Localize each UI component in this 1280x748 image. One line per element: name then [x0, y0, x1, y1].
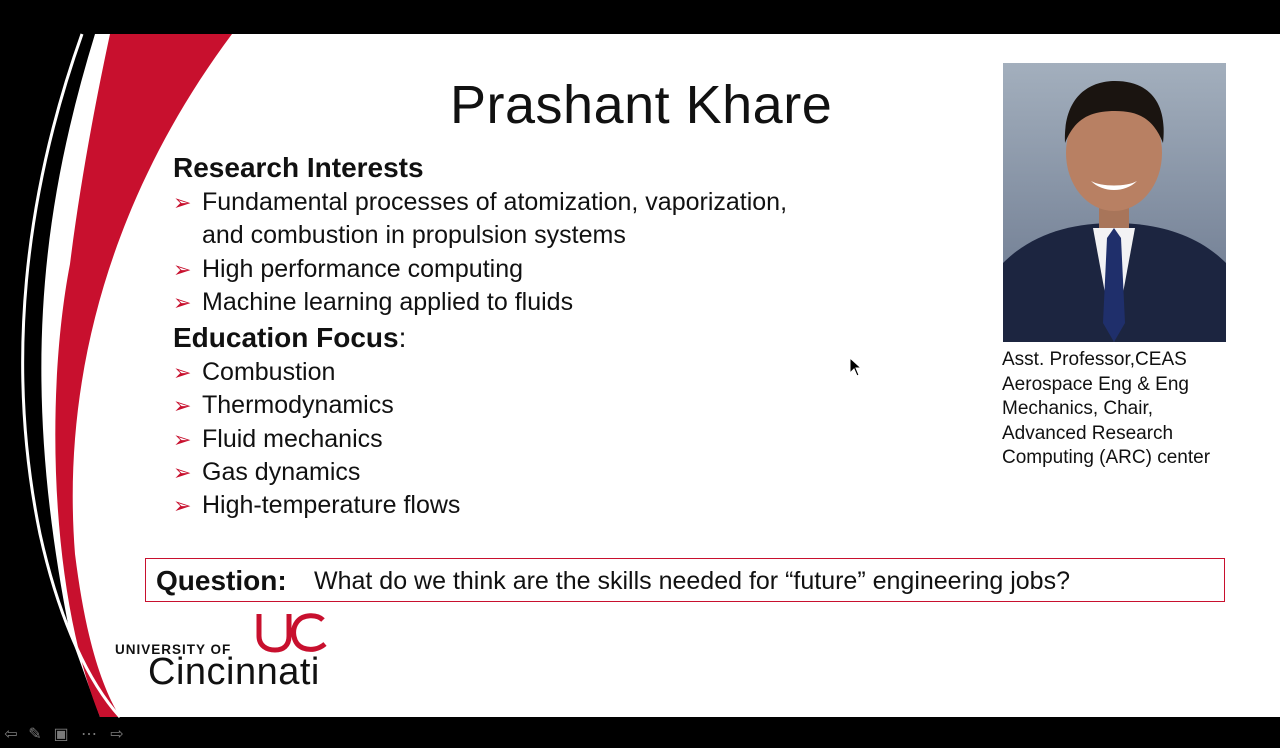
caption-line: Mechanics, Chair, [1002, 398, 1154, 419]
education-focus-heading [173, 322, 406, 354]
research-interests-heading [173, 152, 424, 184]
list-item-text: High performance computing [202, 255, 523, 283]
bullet-arrow-icon: ➢ [173, 360, 192, 385]
pen-icon[interactable]: ✎ [28, 726, 42, 743]
question-label: Question: [156, 565, 287, 596]
university-logo [115, 612, 355, 693]
mouse-pointer-icon [849, 357, 863, 377]
caption-line: Asst. Professor,CEAS [1002, 349, 1187, 370]
forward-arrow-icon[interactable]: ⇨ [110, 726, 124, 743]
video-letterbox-top [0, 0, 1280, 34]
list-item [173, 253, 523, 286]
bullet-arrow-icon: ➢ [173, 460, 192, 485]
uc-monogram-icon [253, 612, 333, 652]
more-icon[interactable]: ⋯ [81, 726, 97, 743]
bullet-arrow-icon: ➢ [173, 427, 192, 452]
portrait-illustration [1003, 63, 1226, 342]
slide-title: Prashant Khare [450, 75, 833, 135]
logo-cincinnati: Cincinnati [148, 651, 320, 693]
slideshow-toolbar [0, 724, 140, 748]
bullet-arrow-icon: ➢ [173, 290, 192, 315]
portrait-caption [1002, 348, 1262, 471]
caption-line: Advanced Research [1002, 422, 1174, 444]
caption-line: Computing (ARC) center [1002, 447, 1211, 468]
question-text: What do we think are the skills needed for “future” engineering jobs? [314, 567, 1070, 595]
slides-icon[interactable]: ▣ [53, 726, 69, 743]
list-item-text-continued: and combustion in propulsion systems [202, 221, 626, 249]
bullet-arrow-icon: ➢ [173, 257, 192, 282]
list-item-text: High-temperature flows [202, 491, 461, 519]
portrait-photo [1003, 63, 1226, 342]
list-item [173, 286, 573, 319]
list-item [173, 389, 394, 422]
list-item-text: Fundamental processes of atomization, vaporization, [202, 188, 788, 216]
list-item [173, 489, 460, 522]
list-item [173, 456, 360, 489]
logo-university-of: UNIVERSITY OF [115, 642, 232, 657]
list-item [173, 356, 335, 389]
education-heading-text: Education Focus [173, 322, 399, 353]
list-item-text: Thermodynamics [202, 391, 394, 419]
list-item [173, 186, 787, 252]
list-item-text: Gas dynamics [202, 458, 361, 486]
question-box [145, 558, 1225, 602]
heading-colon: : [398, 322, 407, 353]
back-arrow-icon[interactable]: ⇦ [4, 726, 18, 743]
list-item-text: Machine learning applied to fluids [202, 288, 574, 316]
research-heading-text: Research Interests [173, 152, 424, 183]
bullet-arrow-icon: ➢ [173, 493, 192, 518]
caption-line: Aerospace Eng & Eng [1002, 373, 1189, 395]
list-item-text: Combustion [202, 358, 336, 386]
bullet-arrow-icon: ➢ [173, 393, 192, 418]
bullet-arrow-icon: ➢ [173, 190, 192, 215]
presentation-slide [0, 34, 1280, 743]
list-item [173, 423, 383, 456]
list-item-text: Fluid mechanics [202, 425, 383, 453]
